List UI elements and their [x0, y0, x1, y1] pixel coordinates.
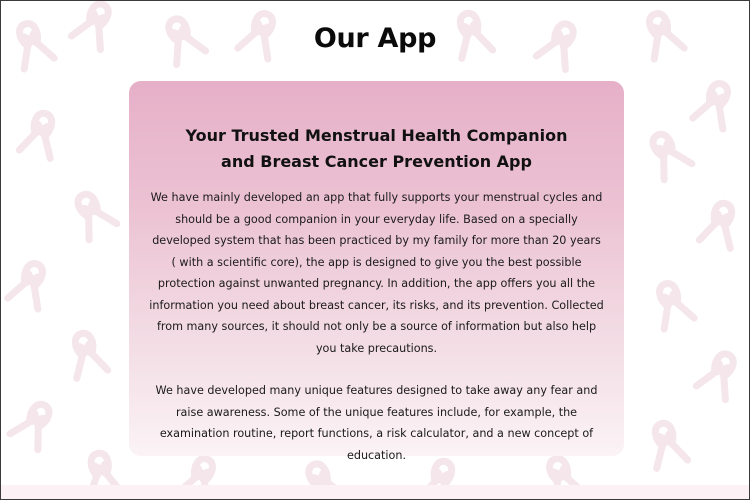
app-info-card	[129, 81, 624, 462]
card-heading	[149, 123, 604, 175]
card-heading-line-2: and Breast Cancer Prevention App	[221, 152, 532, 171]
unique-features-paragraph: We have developed many unique features designed to take away any fear and raise awareness. Some of the unique features include, for example, the examination routine, report functions, a risk calculator, and a new concept of education.	[155, 384, 598, 462]
app-description-paragraph: We have mainly developed an app that fully supports your menstrual cycles and should be a good companion in your everyday life. Based on a specially developed system that has been practiced by my family for more than 20 years ( with a scientific core), the app is designed to give you the best possible protection against unwanted pregnancy. In addition, the app offers you all the information you need about breast cancer, its risks, and its prevention. Collected from many sources, it should not only be a source of information but also help you take precautions.	[149, 191, 604, 355]
bottom-band	[1, 485, 749, 499]
card-heading-line-1: Your Trusted Menstrual Health Companion	[185, 126, 568, 145]
section-title: Our App	[313, 23, 437, 54]
